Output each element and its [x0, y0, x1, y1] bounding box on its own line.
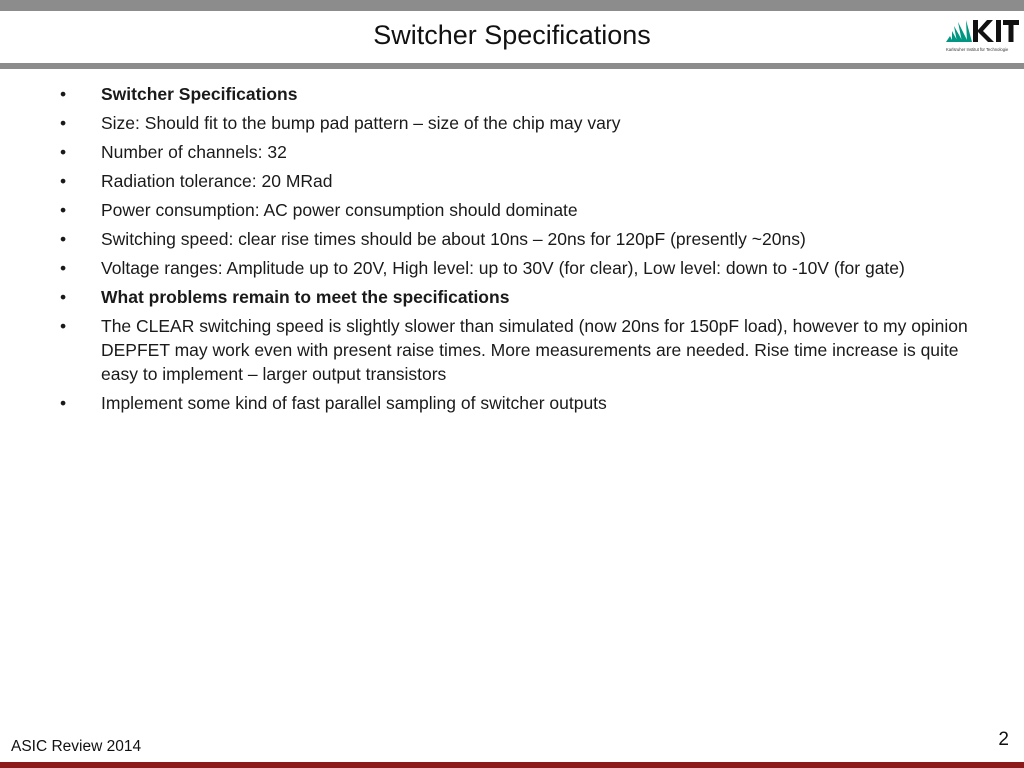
bullet-text: The CLEAR switching speed is slightly slower than simulated (now 20ns for 150pF load), however to my opinion DEPFET may work even with present raise times. More measurements are needed. Rise time increase is quite easy to implement – larger output transistors — [101, 316, 968, 384]
slide-title: Switcher Specifications — [373, 20, 651, 50]
bullet-item — [56, 227, 976, 251]
bullet-text: Number of channels: 32 — [101, 142, 287, 162]
bullet-item — [56, 256, 976, 280]
bullet-item — [56, 391, 976, 415]
bullet-item — [56, 285, 976, 309]
bullet-marker: • — [60, 287, 67, 307]
bullet-marker: • — [60, 316, 67, 336]
footer-text: ASIC Review 2014 — [11, 738, 142, 755]
bullet-marker: • — [60, 229, 67, 249]
bullet-text: Voltage ranges: Amplitude up to 20V, High level: up to 30V (for clear), Low level: down to -10V (for gate) — [101, 258, 905, 278]
bullet-list — [56, 82, 976, 420]
top-bar — [0, 0, 1024, 11]
svg-text:Karlsruher Institut für Techno: Karlsruher Institut für Technologie — [946, 47, 1009, 52]
bullet-marker: • — [60, 393, 67, 413]
bullet-marker: • — [60, 142, 67, 162]
bullet-text: Power consumption: AC power consumption should dominate — [101, 200, 578, 220]
footer-bar — [0, 762, 1024, 768]
page-number: 2 — [998, 729, 1009, 750]
bullet-item — [56, 314, 976, 386]
bullet-marker: • — [60, 171, 67, 191]
bullet-text: Implement some kind of fast parallel sampling of switcher outputs — [101, 393, 607, 413]
bullet-item — [56, 169, 976, 193]
bullet-text: What problems remain to meet the specifications — [101, 287, 510, 307]
bullet-text: Size: Should fit to the bump pad pattern – size of the chip may vary — [101, 113, 621, 133]
header-rule — [0, 63, 1024, 69]
bullet-text: Switching speed: clear rise times should be about 10ns – 20ns for 120pF (presently ~20ns) — [101, 229, 806, 249]
bullet-item — [56, 198, 976, 222]
bullet-item — [56, 82, 976, 106]
bullet-item — [56, 140, 976, 164]
bullet-item — [56, 111, 976, 135]
bullet-marker: • — [60, 113, 67, 133]
bullet-marker: • — [60, 200, 67, 220]
bullet-marker: • — [60, 84, 67, 104]
bullet-marker: • — [60, 258, 67, 278]
kit-logo — [944, 16, 1020, 56]
bullet-text: Radiation tolerance: 20 MRad — [101, 171, 333, 191]
bullet-text: Switcher Specifications — [101, 84, 298, 104]
